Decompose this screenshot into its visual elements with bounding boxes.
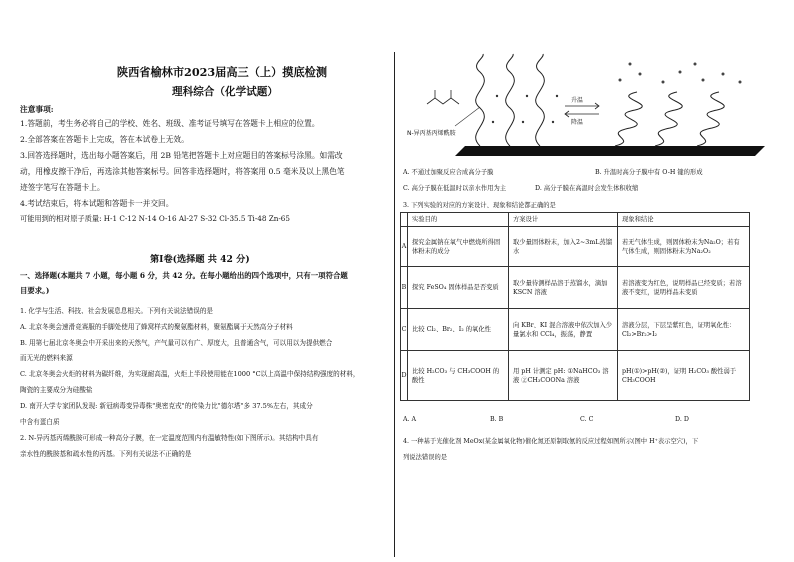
table-row xyxy=(401,309,750,351)
table-cell: 探究金属钠在氧气中燃烧所得固体粉末的成分 xyxy=(408,227,509,267)
base-plate-left xyxy=(455,146,605,156)
side-groups xyxy=(492,95,558,123)
q2-option-d: D. 高分子膜在高温时会发生体积收缩 xyxy=(535,185,639,192)
notice-item: 1.答题前，考生务必将自己的学校、姓名、班级、准考证号填写在答题卡上相应的位置。 xyxy=(20,119,320,128)
notice-item: 2.全部答案在答题卡上完成，答在本试卷上无效。 xyxy=(20,135,189,144)
table-header-cell: 现象和结论 xyxy=(618,213,750,227)
base-plate-right xyxy=(587,146,765,156)
q4-stem: 4. 一种基于光催化剂 MeOx(某金属氧化物)催化氮还原制取氨的反应过程如图所示(图中 H⁺表示空穴)，下 xyxy=(403,438,699,445)
table-header-cell: 方案设计 xyxy=(509,213,618,227)
q3-table xyxy=(400,212,750,401)
exam-title: 陕西省榆林市2023届高三（上）摸底检测 xyxy=(116,65,328,79)
notice-item: 4.考试结束后，将本试题和答题卡一并交回。 xyxy=(20,199,174,208)
notice-item: 3.回答选择题时，选出每小题答案后，用 2B 铅笔把答题卡上对应题目的答案标号涂黑。如需改 xyxy=(20,151,343,160)
row-label: D xyxy=(401,351,408,401)
section-intro: 目要求。) xyxy=(20,286,50,295)
q2-stem: 2. N-异丙基丙烯酰胺可形成一种高分子膜，在一定温度范围内有温敏特性(如下图所示)。其结构中具有 xyxy=(20,434,319,442)
table-cell: 若溶液变为红色，说明样品已经变质；若溶液不变红，说明样品未变质 xyxy=(618,267,750,309)
section-title: 第Ⅰ卷(选择题 共 42 分) xyxy=(150,254,250,265)
q4-stem: 列说法错误的是 xyxy=(403,454,448,461)
q1-option: 陶瓷的主要成分为硅酸盐 xyxy=(20,386,93,394)
q3-answer-a: A. A xyxy=(403,416,417,423)
q3-answer-c: C. C xyxy=(580,416,594,423)
row-label: A xyxy=(401,227,408,267)
q3-answer-b: B. B xyxy=(490,416,504,423)
table-cell: 向 KBr、KI 混合溶液中依次加入少量氯水和 CCl₄，振荡，静置 xyxy=(509,309,618,351)
table-row xyxy=(401,351,750,401)
q2-option-a: A. 不通过加聚反应合成高分子膜 xyxy=(403,169,494,176)
q1-option: A. 北京冬奥会速滑竞赛服的手脚处使用了蜂窝样式的聚氨酯材料，聚氨酯属于天然高分子材料 xyxy=(20,323,293,331)
heating-label: 升温 xyxy=(571,97,584,104)
table-cell: 比较 H₂CO₃ 与 CH₃COOH 的酸性 xyxy=(408,351,509,401)
table-cell: 探究 FeSO₄ 固体样品是否变质 xyxy=(408,267,509,309)
table-header-cell: 实验目的 xyxy=(408,213,509,227)
q1-option: 中含有蛋白质 xyxy=(20,418,60,426)
table-header-row xyxy=(401,213,750,227)
notice-item: 迹签字笔写在答题卡上。 xyxy=(20,183,105,192)
table-cell: 比较 Cl₂、Br₂、I₂ 的氧化性 xyxy=(408,309,509,351)
notice-item: 动，用橡皮擦干净后，再选涂其他答案标号。回答非选择题时，将答案用 0.5 毫米及以上黑色笔 xyxy=(20,167,345,176)
q3-stem: 3. 下列实验的对应的方案设计、现象和结论都正确的是 xyxy=(403,202,556,209)
row-label: C xyxy=(401,309,408,351)
table-row xyxy=(401,227,750,267)
water-molecules xyxy=(619,63,742,84)
q1-option: B. 用第七届北京冬奥会中开采出来的天然气，产气量可以有广、厚度大，且普通含气，可以用以为提供燃合 xyxy=(20,339,333,347)
polymer-membrane-figure xyxy=(405,52,775,164)
q1-option: C. 北京冬奥会火炬的材料为碳纤维，为实现耐高温，火炬上半段使用能在1000 °C以上高温中保持结构强度的材料， xyxy=(20,370,360,378)
label-leader xyxy=(455,107,480,126)
column-divider xyxy=(394,52,395,557)
q1-option: D. 南开大学专家团队发现: 新冠病毒变异毒株"奥密克戎"的传染力比"德尔塔"多 37.5%左右，其成分 xyxy=(20,402,313,410)
monomer-label: N-异丙基丙烯酰胺 xyxy=(407,130,456,137)
q3-answer-d: D. D xyxy=(675,416,689,423)
extended-chains xyxy=(476,54,545,146)
monomer-structure xyxy=(427,90,459,104)
q1-stem: 1. 化学与生活、科技、社会发展息息相关。下列有关说法错误的是 xyxy=(20,307,214,315)
notice-heading: 注意事项: xyxy=(20,105,54,114)
q2-stem: 亲水性的酰胺基和疏水性的丙基。下列有关说法不正确的是 xyxy=(20,450,192,458)
section-intro: 一、选择题(本题共 7 小题，每小题 6 分，共 42 分。在每小题给出的四个选项中，只有一项符合题 xyxy=(20,271,348,280)
q1-option: 而无光的燃料来源 xyxy=(20,354,73,362)
q2-option-c: C. 高分子膜在低温时以亲水作用为主 xyxy=(403,185,507,192)
row-label: B xyxy=(401,267,408,309)
cooling-label: 降温 xyxy=(571,119,584,126)
q2-option-b: B. 升温时高分子膜中有 O-H 键的形成 xyxy=(595,169,703,176)
atomic-mass-line: 可能用到的相对原子质量: H-1 C-12 N-14 O-16 Al-27 S-32 Cl-35.5 Ti-48 Zn-65 xyxy=(20,214,290,223)
table-row xyxy=(401,267,750,309)
table-cell: 溶液分层，下层呈紫红色，证明氧化性：Cl₂>Br₂>I₂ xyxy=(618,309,750,351)
table-cell: 用 pH 计测定 pH: ①NaHCO₃ 溶液 ②CH₃COONa 溶液 xyxy=(509,351,618,401)
exam-subtitle: 理科综合（化学试题） xyxy=(172,86,278,98)
table-cell: 取少量待测样品溶于蒸馏水，滴加 KSCN 溶液 xyxy=(509,267,618,309)
table-cell: 若无气体生成，则固体粉末为Na₂O；若有气体生成，则固体粉末为Na₂O₂ xyxy=(618,227,750,267)
table-cell: pH(①)>pH(②)，证明 H₂CO₃ 酸性弱于 CH₃COOH xyxy=(618,351,750,401)
table-cell: 取少量固体粉末，加入2~3mL蒸馏水 xyxy=(509,227,618,267)
collapsed-coils xyxy=(615,92,724,146)
transition-arrows xyxy=(565,103,599,117)
table-header-cell xyxy=(401,213,408,227)
